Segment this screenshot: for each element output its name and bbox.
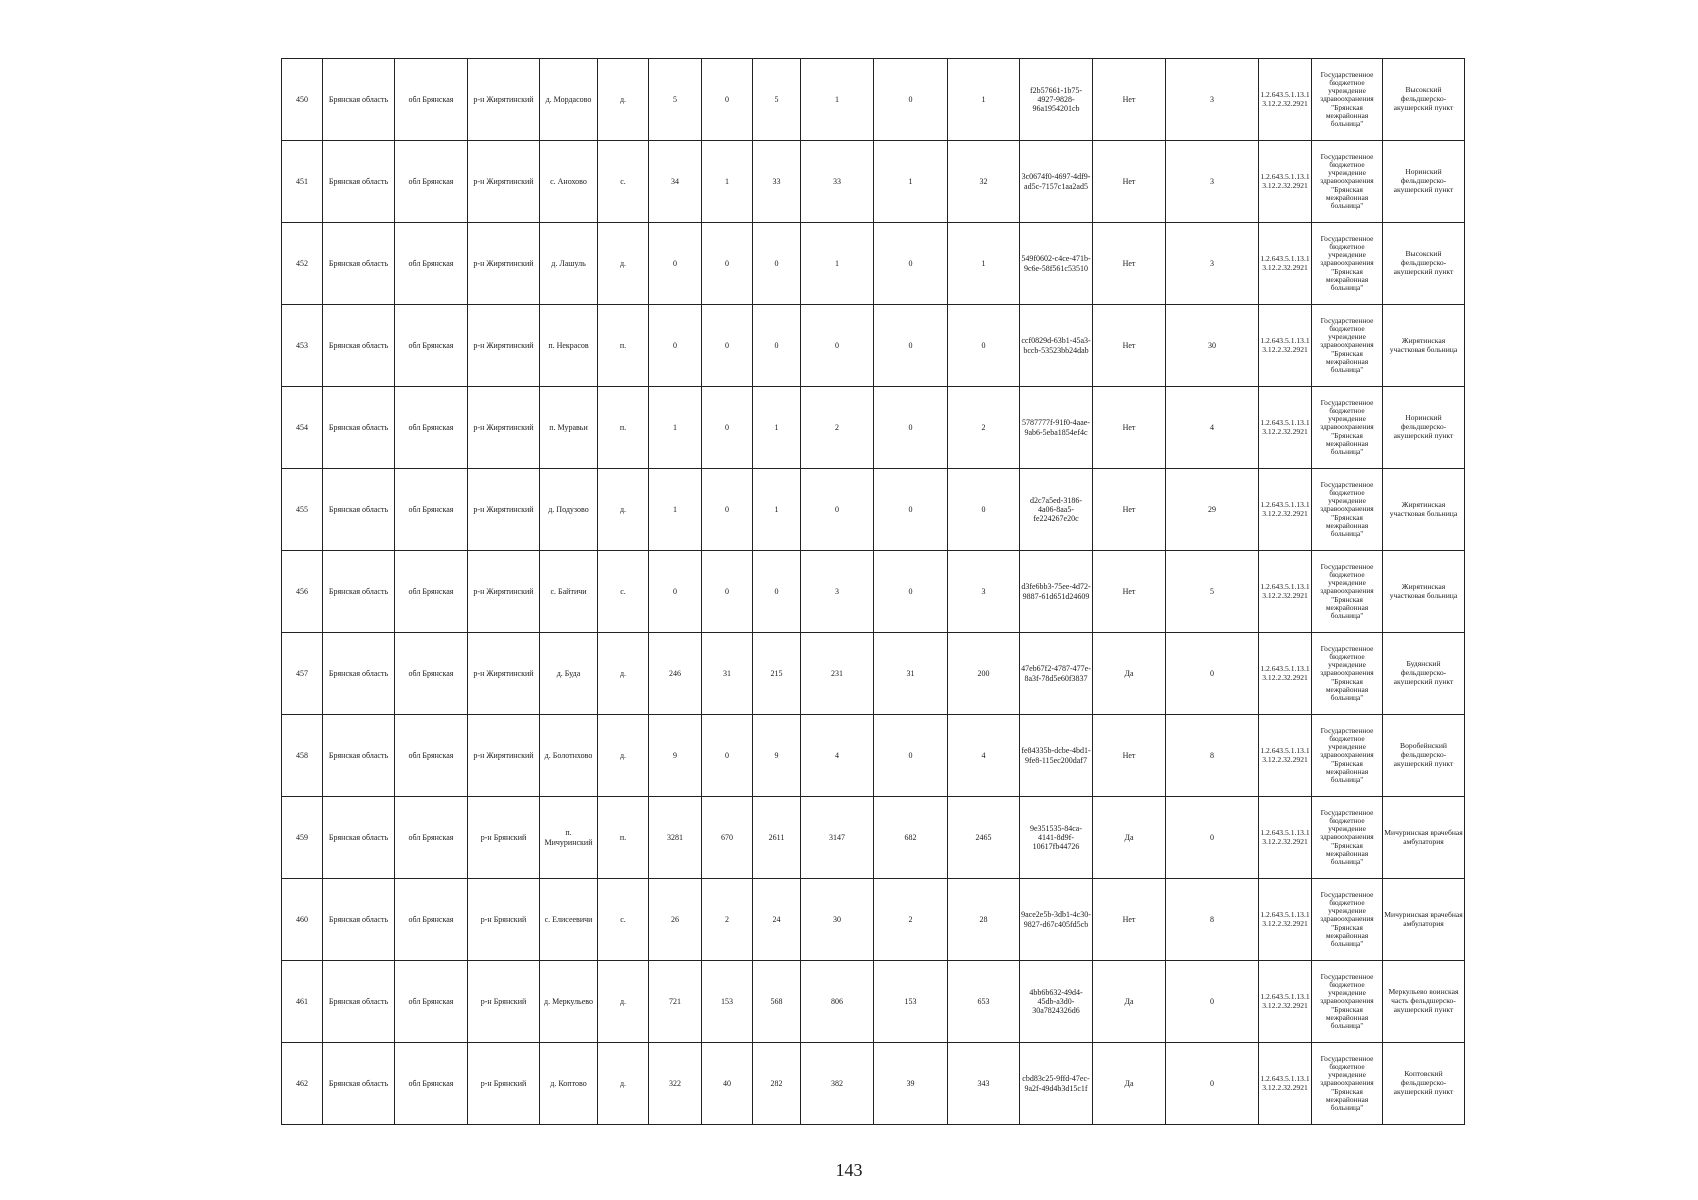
count-cell: 2: [801, 387, 874, 469]
region-cell: Брянская область: [323, 961, 395, 1043]
region-cell: Брянская область: [323, 141, 395, 223]
count-cell: 33: [801, 141, 874, 223]
settlement-cell: д. Буда: [540, 633, 598, 715]
count-cell: 0: [753, 223, 801, 305]
oblast-cell: обл Брянская: [395, 1043, 468, 1125]
count-cell: 568: [753, 961, 801, 1043]
oblast-cell: обл Брянская: [395, 305, 468, 387]
row-number: 454: [282, 387, 323, 469]
count-cell: 0: [874, 223, 948, 305]
count-cell: 0: [702, 387, 753, 469]
count-cell: 5: [649, 59, 702, 141]
organization-cell: Государственное бюджетное учреждение здравоохранения "Брянская межрайонная больница": [1312, 797, 1383, 879]
settlement-type-cell: с.: [598, 141, 649, 223]
row-number: 458: [282, 715, 323, 797]
organization-cell: Государственное бюджетное учреждение здравоохранения "Брянская межрайонная больница": [1312, 879, 1383, 961]
district-cell: р-н Жирятинский: [468, 223, 540, 305]
count-cell: 1: [874, 141, 948, 223]
fias-guid-cell: 9ace2e5b-3db1-4c30-9827-d67c405fd5cb: [1020, 879, 1093, 961]
row-number: 452: [282, 223, 323, 305]
count-cell: 4: [801, 715, 874, 797]
oid-cell: 1.2.643.5.1.13.13.12.2.32.2921: [1259, 879, 1312, 961]
organization-cell: Государственное бюджетное учреждение здравоохранения "Брянская межрайонная больница": [1312, 223, 1383, 305]
count-cell: 0: [874, 551, 948, 633]
settlement-cell: с. Анохово: [540, 141, 598, 223]
organization-cell: Государственное бюджетное учреждение здравоохранения "Брянская межрайонная больница": [1312, 551, 1383, 633]
settlement-cell: д. Подузово: [540, 469, 598, 551]
district-cell: р-н Брянский: [468, 1043, 540, 1125]
oid-cell: 1.2.643.5.1.13.13.12.2.32.2921: [1259, 223, 1312, 305]
distance-cell: 3: [1166, 223, 1259, 305]
distance-cell: 30: [1166, 305, 1259, 387]
count-cell: 1: [702, 141, 753, 223]
organization-cell: Государственное бюджетное учреждение здравоохранения "Брянская межрайонная больница": [1312, 715, 1383, 797]
oblast-cell: обл Брянская: [395, 715, 468, 797]
oblast-cell: обл Брянская: [395, 387, 468, 469]
medical-point-cell: Воробейнский фельдшерско-акушерский пункт: [1383, 715, 1465, 797]
count-cell: 26: [649, 879, 702, 961]
region-cell: Брянская область: [323, 551, 395, 633]
row-number: 455: [282, 469, 323, 551]
count-cell: 0: [948, 305, 1020, 387]
count-cell: 34: [649, 141, 702, 223]
count-cell: 1: [948, 223, 1020, 305]
region-cell: Брянская область: [323, 469, 395, 551]
count-cell: 1: [948, 59, 1020, 141]
count-cell: 0: [702, 551, 753, 633]
district-cell: р-н Жирятинский: [468, 59, 540, 141]
fias-guid-cell: 9e351535-84ca-4141-8d9f-10617fb44726: [1020, 797, 1093, 879]
count-cell: 653: [948, 961, 1020, 1043]
organization-cell: Государственное бюджетное учреждение здравоохранения "Брянская межрайонная больница": [1312, 387, 1383, 469]
settlement-cell: д. Мордасово: [540, 59, 598, 141]
count-cell: 153: [874, 961, 948, 1043]
organization-cell: Государственное бюджетное учреждение здравоохранения "Брянская межрайонная больница": [1312, 1043, 1383, 1125]
oid-cell: 1.2.643.5.1.13.13.12.2.32.2921: [1259, 551, 1312, 633]
count-cell: 0: [948, 469, 1020, 551]
count-cell: 200: [948, 633, 1020, 715]
count-cell: 0: [702, 469, 753, 551]
count-cell: 24: [753, 879, 801, 961]
medical-point-cell: Коптовский фельдшерско-акушерский пункт: [1383, 1043, 1465, 1125]
count-cell: 5: [753, 59, 801, 141]
distance-cell: 0: [1166, 633, 1259, 715]
flag-cell: Нет: [1093, 551, 1166, 633]
count-cell: 0: [702, 59, 753, 141]
district-cell: р-н Жирятинский: [468, 551, 540, 633]
region-cell: Брянская область: [323, 59, 395, 141]
district-cell: р-н Жирятинский: [468, 715, 540, 797]
count-cell: 31: [702, 633, 753, 715]
count-cell: 39: [874, 1043, 948, 1125]
row-number: 462: [282, 1043, 323, 1125]
oblast-cell: обл Брянская: [395, 551, 468, 633]
flag-cell: Да: [1093, 1043, 1166, 1125]
count-cell: 1: [649, 469, 702, 551]
fias-guid-cell: 4bb6b632-49d4-45db-a3d0-30a7824326d6: [1020, 961, 1093, 1043]
count-cell: 30: [801, 879, 874, 961]
oid-cell: 1.2.643.5.1.13.13.12.2.32.2921: [1259, 797, 1312, 879]
district-cell: р-н Жирятинский: [468, 141, 540, 223]
region-cell: Брянская область: [323, 633, 395, 715]
count-cell: 4: [948, 715, 1020, 797]
medical-point-cell: Норинский фельдшерско-акушерский пункт: [1383, 387, 1465, 469]
table-row: [282, 715, 1465, 797]
count-cell: 153: [702, 961, 753, 1043]
settlement-type-cell: п.: [598, 797, 649, 879]
fias-guid-cell: 549f0602-c4ce-471b-9c6e-58f561c53510: [1020, 223, 1093, 305]
registry-rows: [282, 59, 1465, 1125]
distance-cell: 8: [1166, 879, 1259, 961]
settlement-type-cell: п.: [598, 305, 649, 387]
medical-point-cell: Высокский фельдшерско-акушерский пункт: [1383, 223, 1465, 305]
table-row: [282, 469, 1465, 551]
organization-cell: Государственное бюджетное учреждение здравоохранения "Брянская межрайонная больница": [1312, 305, 1383, 387]
settlement-cell: д. Меркульево: [540, 961, 598, 1043]
medical-point-cell: Высокский фельдшерско-акушерский пункт: [1383, 59, 1465, 141]
count-cell: 1: [801, 223, 874, 305]
count-cell: 0: [874, 387, 948, 469]
table-row: [282, 797, 1465, 879]
settlement-cell: п. Некрасов: [540, 305, 598, 387]
oid-cell: 1.2.643.5.1.13.13.12.2.32.2921: [1259, 715, 1312, 797]
count-cell: 1: [649, 387, 702, 469]
medical-point-cell: Меркульево воинская часть фельдшерско-акушерский пункт: [1383, 961, 1465, 1043]
count-cell: 0: [874, 59, 948, 141]
settlement-type-cell: д.: [598, 961, 649, 1043]
count-cell: 0: [702, 715, 753, 797]
table-row: [282, 59, 1465, 141]
settlement-cell: с. Байтичи: [540, 551, 598, 633]
count-cell: 0: [649, 551, 702, 633]
table-row: [282, 961, 1465, 1043]
table-row: [282, 387, 1465, 469]
fias-guid-cell: 47eb67f2-4787-477e-8a3f-78d5e60f3837: [1020, 633, 1093, 715]
fias-guid-cell: cbd83c25-9ffd-47ec-9a2f-49d4b3d15c1f: [1020, 1043, 1093, 1125]
count-cell: 2: [948, 387, 1020, 469]
count-cell: 0: [649, 223, 702, 305]
medical-point-cell: Мичуринская врачебная амбулатория: [1383, 797, 1465, 879]
page-number: 143: [835, 1160, 863, 1180]
oblast-cell: обл Брянская: [395, 879, 468, 961]
flag-cell: Нет: [1093, 223, 1166, 305]
settlement-cell: д. Коптово: [540, 1043, 598, 1125]
count-cell: 0: [801, 305, 874, 387]
table-row: [282, 305, 1465, 387]
organization-cell: Государственное бюджетное учреждение здравоохранения "Брянская межрайонная больница": [1312, 141, 1383, 223]
fias-guid-cell: ccf0829d-63b1-45a3-bccb-53523bb24dab: [1020, 305, 1093, 387]
count-cell: 28: [948, 879, 1020, 961]
distance-cell: 4: [1166, 387, 1259, 469]
fias-guid-cell: d3fe6bb3-75ee-4d72-9887-61d651d24609: [1020, 551, 1093, 633]
row-number: 461: [282, 961, 323, 1043]
region-cell: Брянская область: [323, 797, 395, 879]
count-cell: 2611: [753, 797, 801, 879]
settlement-cell: с. Елисеевичи: [540, 879, 598, 961]
settlement-type-cell: д.: [598, 1043, 649, 1125]
district-cell: р-н Жирятинский: [468, 387, 540, 469]
count-cell: 721: [649, 961, 702, 1043]
table-row: [282, 1043, 1465, 1125]
district-cell: р-н Брянский: [468, 879, 540, 961]
fias-guid-cell: d2c7a5ed-3186-4a06-8aa5-fe224267e20c: [1020, 469, 1093, 551]
region-cell: Брянская область: [323, 305, 395, 387]
medical-point-cell: Жирятинская участковая больница: [1383, 551, 1465, 633]
count-cell: 246: [649, 633, 702, 715]
distance-cell: 5: [1166, 551, 1259, 633]
count-cell: 33: [753, 141, 801, 223]
settlement-type-cell: с.: [598, 551, 649, 633]
settlement-cell: п. Мичуринский: [540, 797, 598, 879]
oblast-cell: обл Брянская: [395, 141, 468, 223]
flag-cell: Да: [1093, 797, 1166, 879]
oid-cell: 1.2.643.5.1.13.13.12.2.32.2921: [1259, 305, 1312, 387]
table-row: [282, 223, 1465, 305]
oid-cell: 1.2.643.5.1.13.13.12.2.32.2921: [1259, 141, 1312, 223]
settlement-type-cell: д.: [598, 223, 649, 305]
oblast-cell: обл Брянская: [395, 59, 468, 141]
flag-cell: Нет: [1093, 387, 1166, 469]
flag-cell: Нет: [1093, 59, 1166, 141]
flag-cell: Нет: [1093, 305, 1166, 387]
count-cell: 0: [649, 305, 702, 387]
count-cell: 3: [948, 551, 1020, 633]
count-cell: 282: [753, 1043, 801, 1125]
settlement-type-cell: с.: [598, 879, 649, 961]
district-cell: р-н Жирятинский: [468, 469, 540, 551]
medical-point-cell: Будянский фельдшерско-акушерский пункт: [1383, 633, 1465, 715]
count-cell: 2465: [948, 797, 1020, 879]
organization-cell: Государственное бюджетное учреждение здравоохранения "Брянская межрайонная больница": [1312, 59, 1383, 141]
registry-table: [281, 58, 1465, 1125]
count-cell: 0: [874, 305, 948, 387]
settlement-type-cell: д.: [598, 715, 649, 797]
row-number: 459: [282, 797, 323, 879]
flag-cell: Да: [1093, 633, 1166, 715]
region-cell: Брянская область: [323, 223, 395, 305]
count-cell: 382: [801, 1043, 874, 1125]
table-row: [282, 879, 1465, 961]
distance-cell: 0: [1166, 1043, 1259, 1125]
oblast-cell: обл Брянская: [395, 961, 468, 1043]
district-cell: р-н Брянский: [468, 797, 540, 879]
count-cell: 2: [874, 879, 948, 961]
count-cell: 670: [702, 797, 753, 879]
count-cell: 31: [874, 633, 948, 715]
count-cell: 682: [874, 797, 948, 879]
row-number: 453: [282, 305, 323, 387]
count-cell: 2: [702, 879, 753, 961]
oid-cell: 1.2.643.5.1.13.13.12.2.32.2921: [1259, 387, 1312, 469]
oid-cell: 1.2.643.5.1.13.13.12.2.32.2921: [1259, 59, 1312, 141]
count-cell: 40: [702, 1043, 753, 1125]
oid-cell: 1.2.643.5.1.13.13.12.2.32.2921: [1259, 961, 1312, 1043]
count-cell: 322: [649, 1043, 702, 1125]
organization-cell: Государственное бюджетное учреждение здравоохранения "Брянская межрайонная больница": [1312, 961, 1383, 1043]
district-cell: р-н Брянский: [468, 961, 540, 1043]
count-cell: 0: [753, 305, 801, 387]
count-cell: 343: [948, 1043, 1020, 1125]
settlement-type-cell: д.: [598, 59, 649, 141]
registry-sheet: [281, 58, 1464, 1125]
table-row: [282, 141, 1465, 223]
settlement-cell: д. Лашуль: [540, 223, 598, 305]
flag-cell: Нет: [1093, 141, 1166, 223]
count-cell: 0: [702, 223, 753, 305]
count-cell: 3147: [801, 797, 874, 879]
count-cell: 0: [874, 469, 948, 551]
count-cell: 0: [874, 715, 948, 797]
count-cell: 9: [649, 715, 702, 797]
medical-point-cell: Мичуринская врачебная амбулатория: [1383, 879, 1465, 961]
flag-cell: Нет: [1093, 715, 1166, 797]
distance-cell: 8: [1166, 715, 1259, 797]
count-cell: 1: [753, 469, 801, 551]
settlement-cell: п. Муравьи: [540, 387, 598, 469]
count-cell: 0: [702, 305, 753, 387]
count-cell: 9: [753, 715, 801, 797]
count-cell: 231: [801, 633, 874, 715]
count-cell: 806: [801, 961, 874, 1043]
region-cell: Брянская область: [323, 879, 395, 961]
row-number: 456: [282, 551, 323, 633]
region-cell: Брянская область: [323, 1043, 395, 1125]
distance-cell: 0: [1166, 961, 1259, 1043]
fias-guid-cell: fe84335b-dcbe-4bd1-9fe8-115ec200daf7: [1020, 715, 1093, 797]
fias-guid-cell: f2b57661-1b75-4927-9828-96a1954201cb: [1020, 59, 1093, 141]
district-cell: р-н Жирятинский: [468, 305, 540, 387]
region-cell: Брянская область: [323, 387, 395, 469]
distance-cell: 0: [1166, 797, 1259, 879]
flag-cell: Нет: [1093, 469, 1166, 551]
count-cell: 0: [801, 469, 874, 551]
table-row: [282, 551, 1465, 633]
count-cell: 1: [801, 59, 874, 141]
row-number: 450: [282, 59, 323, 141]
medical-point-cell: Жирятинская участковая больница: [1383, 305, 1465, 387]
settlement-type-cell: д.: [598, 633, 649, 715]
table-row: [282, 633, 1465, 715]
district-cell: р-н Жирятинский: [468, 633, 540, 715]
medical-point-cell: Норинский фельдшерско-акушерский пункт: [1383, 141, 1465, 223]
region-cell: Брянская область: [323, 715, 395, 797]
fias-guid-cell: 5787777f-91f0-4aae-9ab6-5eba1854ef4c: [1020, 387, 1093, 469]
flag-cell: Нет: [1093, 879, 1166, 961]
count-cell: 32: [948, 141, 1020, 223]
distance-cell: 3: [1166, 141, 1259, 223]
medical-point-cell: Жирятинская участковая больница: [1383, 469, 1465, 551]
settlement-type-cell: п.: [598, 387, 649, 469]
oblast-cell: обл Брянская: [395, 469, 468, 551]
row-number: 451: [282, 141, 323, 223]
count-cell: 3: [801, 551, 874, 633]
oid-cell: 1.2.643.5.1.13.13.12.2.32.2921: [1259, 469, 1312, 551]
organization-cell: Государственное бюджетное учреждение здравоохранения "Брянская межрайонная больница": [1312, 633, 1383, 715]
oid-cell: 1.2.643.5.1.13.13.12.2.32.2921: [1259, 633, 1312, 715]
count-cell: 215: [753, 633, 801, 715]
row-number: 457: [282, 633, 323, 715]
distance-cell: 29: [1166, 469, 1259, 551]
organization-cell: Государственное бюджетное учреждение здравоохранения "Брянская межрайонная больница": [1312, 469, 1383, 551]
oblast-cell: обл Брянская: [395, 223, 468, 305]
distance-cell: 3: [1166, 59, 1259, 141]
count-cell: 0: [753, 551, 801, 633]
oblast-cell: обл Брянская: [395, 797, 468, 879]
count-cell: 3281: [649, 797, 702, 879]
oblast-cell: обл Брянская: [395, 633, 468, 715]
settlement-cell: д. Болотнхово: [540, 715, 598, 797]
fias-guid-cell: 3c0674f0-4697-4df9-ad5c-7157c1aa2ad5: [1020, 141, 1093, 223]
flag-cell: Да: [1093, 961, 1166, 1043]
count-cell: 1: [753, 387, 801, 469]
oid-cell: 1.2.643.5.1.13.13.12.2.32.2921: [1259, 1043, 1312, 1125]
row-number: 460: [282, 879, 323, 961]
settlement-type-cell: д.: [598, 469, 649, 551]
